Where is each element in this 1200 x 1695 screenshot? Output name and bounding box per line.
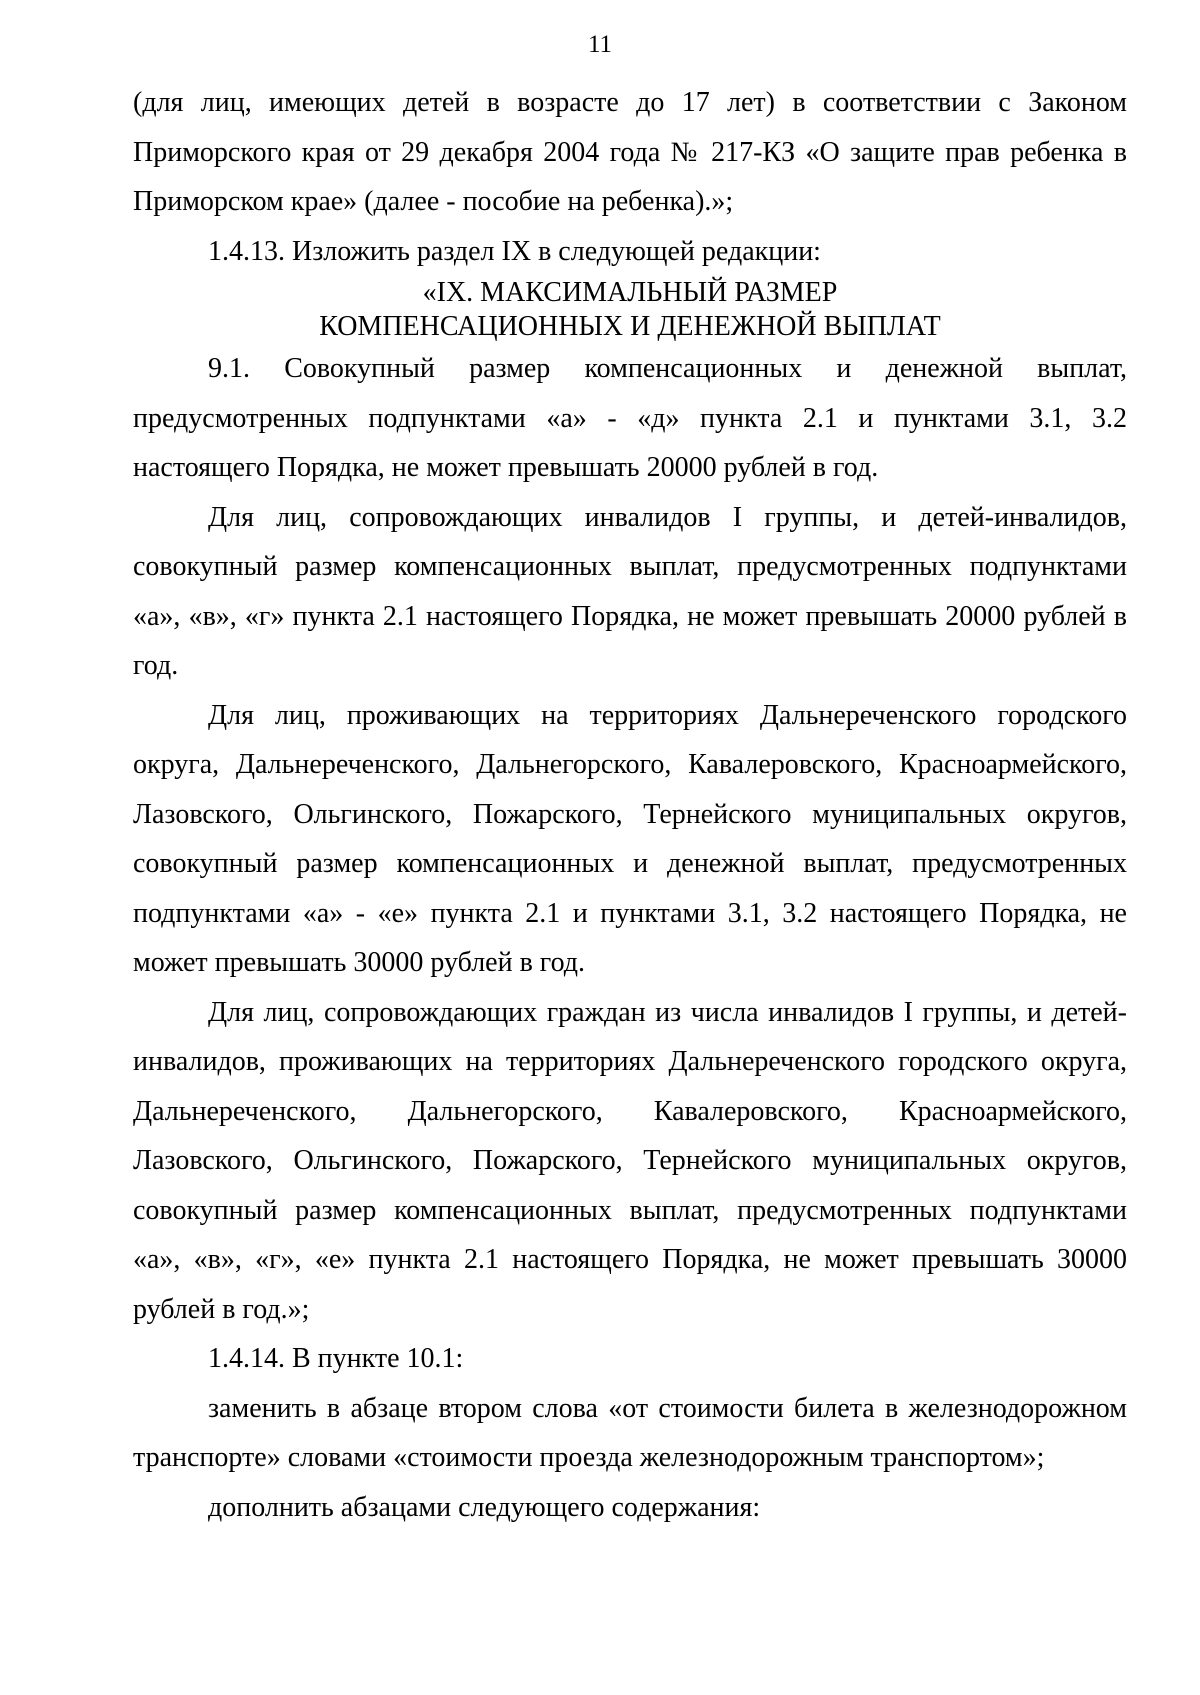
document-body	[133, 78, 1127, 1532]
paragraph-child-benefit-continuation: (для лиц, имеющих детей в возрасте до 17 лет) в соответствии с Законом Приморского края от 29 декабря 2004 года № 217-КЗ «О защите прав ребенка в Приморском крае» (далее - пособие на ребенка).»;	[133, 87, 1127, 217]
paragraph-territories-disabled-limit: Для лиц, сопровождающих граждан из числа инвалидов I группы, и детей-инвалидов, проживающих на территориях Дальнереченского городского округа, Дальнереченского, Дальнегорского, Кавалеровского, Красноармейского, Лазовского, Ольгинского, Пожарского, Тернейского муниципальных округов, совокупный размер компенсационных выплат, предусмотренных подпунктами «а», «в», «г», «е» пункта 2.1 настоящего Порядка, не может превышать 30000 рублей в год.»;	[133, 996, 1127, 1325]
paragraph-disabled-group-1-limit: Для лиц, сопровождающих инвалидов I группы, и детей-инвалидов, совокупный размер компенсационных выплат, предусмотренных подпунктами «а», «в», «г» пункта 2.1 настоящего Порядка, не может превышать 20000 рублей в год.	[133, 501, 1127, 681]
paragraph-item-1-4-14: 1.4.14. В пункте 10.1:	[208, 1343, 464, 1374]
paragraph-item-1-4-13: 1.4.13. Изложить раздел IX в следующей редакции:	[208, 235, 821, 267]
section-heading-line-2: КОМПЕНСАЦИОННЫХ И ДЕНЕЖНОЙ ВЫПЛАТ	[319, 311, 941, 342]
section-heading-line-1: «IX. МАКСИМАЛЬНЫЙ РАЗМЕР	[422, 277, 838, 308]
paragraph-item-9-1: 9.1. Совокупный размер компенсационных и денежной выплат, предусмотренных подпунктами «а» - «д» пункта 2.1 и пунктами 3.1, 3.2 настоящего Порядка, не может превышать 20000 рублей в год.	[133, 353, 1127, 483]
page-number: 11	[587, 31, 613, 58]
paragraph-add-paragraphs: дополнить абзацами следующего содержания:	[208, 1491, 761, 1523]
paragraph-replace-words: заменить в абзаце втором слова «от стоимости билета в железнодорожном транспорте» словами «стоимости проезда железнодорожным транспортом»;	[133, 1392, 1127, 1473]
paragraph-territories-limit: Для лиц, проживающих на территориях Дальнереченского городского округа, Дальнереченского, Дальнегорского, Кавалеровского, Красноармейского, Лазовского, Ольгинского, Пожарского, Тернейского муниципальных округов, совокупный размер компенсационных и денежной выплат, предусмотренных подпунктами «а» - «е» пункта 2.1 и пунктами 3.1, 3.2 настоящего Порядка, не может превышать 30000 рублей в год.	[133, 699, 1127, 978]
section-heading	[133, 276, 1127, 344]
